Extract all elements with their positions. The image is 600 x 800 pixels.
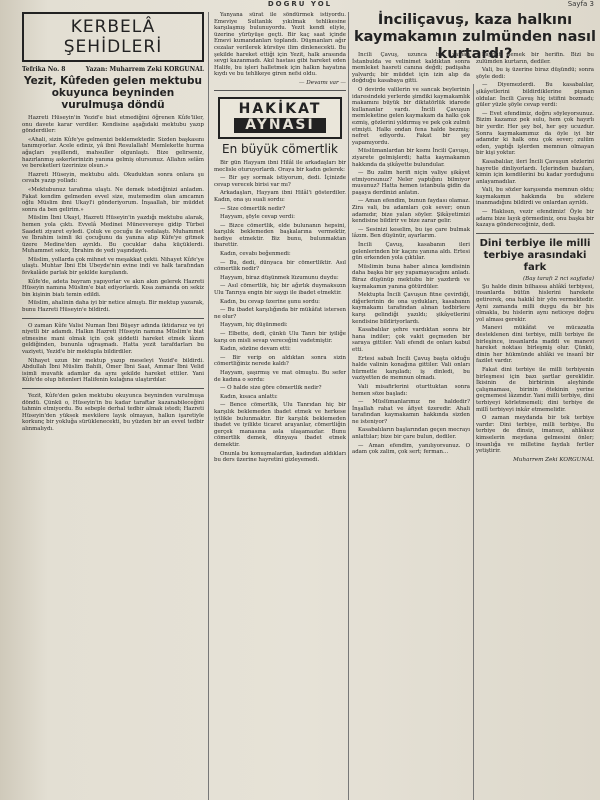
column-hakikat	[214, 12, 346, 800]
paragraph: Müslim İbni Ukayl, Hazreti Hüseyin'in yazdığı mektubu alarak, hemen yola çıktı. Evvelâ Medinei Münevvereye gidip Türbei Saadeti ziyaret eyledi. Çoluk ve çocuğu ile vedalaştı. Muhammet ve İbrahim isimli iki çocuğunu da yanına alıp Kûfe'ye gitmek üzere Medine'den ayrıldı. Bu çocuklar daha küçüklerdi. Muhammet sekiz, İbrahim de yedi yaşındaydı.	[22, 215, 204, 255]
paragraph: Ertesi sabah İncili Çavuş başta olduğu halde valinin konağına gittiler. Vali onları hürmetle karşıladı; iş dinledi, bu vaziyetten de memnun olmadı.	[352, 355, 470, 382]
paragraph: — O halde size göre cömertlik nedir?	[220, 385, 322, 392]
paragraph: Hayyam, şaşırmış ve mat olmuştu. Bu sefer de kadına o sordu:	[214, 369, 346, 383]
column-rule	[208, 12, 209, 800]
paragraph: Hayyam, biraz düşünmek lüzumunu duydu:	[220, 274, 339, 281]
column-rule	[348, 12, 349, 800]
paragraph: Müslümanlardan bir kısmı İncili Çavuşu, ziyarete gelmişlerdi; hatta kaymakamın hakkında da şikâyette bulundular.	[352, 148, 470, 168]
article-headline: Yezit, Kûfeden gelen mektubu okuyunca beyninden vurulmuşa döndü	[23, 75, 203, 111]
paragraph: O zaman Kûfe Valisi Numan İbni Büşeyr adında iktidarsız ve iyi niyetli bir adamdı. Halkın Hazreti Hüseyin namına Müslim'e biat etmesine mani olmak için çok şiddetli hareket etmek lâzım geldiğinden, bununla uğraşmadı. Hatta yezit tarafdarları bu vaziyeti, Yezid'e bir mektupla bildirdiler.	[22, 322, 204, 355]
paragraph: — Size cömertlik nedir?	[220, 205, 286, 212]
continued-note: — Devamı var —	[298, 79, 346, 86]
paragraph: — Evet efendimiz, doğru söyleyorsunuz. Bizim kazamız pek sulu, hem çok hayırlı bir yerdir. Her şey bol, her şey ucuzdur. Sonra kaymakamımız da öyle iyi bir adamdır ki halk onu çok sever; zulüm eden, yaptığı işlerden memnun olmayan bir kişi yoktur.	[476, 110, 594, 157]
paragraph: Yezit, Kûfe'den gelen mektubu okuyunca beyninden vurulmuşa döndü. Çünkü o, Hüseyin'in bu kadar taraftar kazanabileceğini tahmin etmiyordu. Bu sebeple derhal tedbir almak istedi; Hazreti Hüseyin'den yüksek mevkilere layık olmayan, halkın işaretiyle korkunç bir yokluğa sürüklenecekti, bu yüzden bir an evvel tedbir alınmalıydı.	[22, 392, 204, 432]
author-signature: Muharrem Zeki KORGUNAL	[513, 456, 594, 463]
paragraph: — Bu zalim herifi niçin valiye şikâyet etmiyorsunuz? Neler yaptığını bilmiyor musunuz? Hatta hemen istanbula gidin da paşaya derdinizi anlatın.	[352, 170, 470, 196]
divider	[22, 388, 204, 389]
column-rule	[473, 84, 474, 800]
paragraph: Bir gün Hayyam ibni Hilâl ile arkadaşları bir meclisle oturuyorlardı. Oraya bir kadın gelerek:	[214, 159, 346, 173]
paragraph: Kadın, cevabı beğenmedi:	[220, 251, 291, 258]
paragraph: — Elbette, dedi, çünkü Ulu Tanrı bir iyiliğe karşı on misli sevap vereceğini vadetmiştir.	[214, 331, 346, 344]
column-right	[476, 52, 594, 800]
paragraph: — Bu, dedi, dünyaca bir cömertliktir. Asıl cömertlik nedir?	[214, 259, 346, 273]
paragraph: Kûfe'de, adeta bayram yapıyorlar ve akın akın gelerek Hazreti Hüseyin namına Müslim'e biat ediyorlardı. Kısa zamanda on sekiz bin kişinin biatı temin edildi.	[22, 278, 204, 298]
paragraph: Nihayet uzun bir mektup yazıp meseleyi Yezid'e bildirdi. Abdullah İbni Müslim Bahili, Ömer İbni Saat, Ammar İbni Velid isimli muvafık adamlar da aynı şekilde hareket ettiler. Yani Kûfe'de olup bitenleri Halifenin kulağına ulaştırdılar.	[22, 357, 204, 384]
installment: Tefrika No. 8	[22, 66, 66, 73]
paragraph: O devirde valilerin ve sancak beylerinin idaresindeki yerlerde şimdiki kaymakamlık makamını büyük bir diktatörlük idarede kullananlar vardı. İncili Çavuşun memleketine gelen kaymakam da halkı çok ezmiş, gözlerini yıldırmış ve pek çok zulmü etmişti. Halkı ondan fena halde bezmiş; nefret ediyordu. Fakat bir şey yapamıyordu.	[352, 86, 470, 146]
paragraph: Kadın, kısaca anlattı:	[220, 393, 278, 400]
paragraph: Vali, bu iş üzerine biraz düşündü; sonra şöyle dedi:	[476, 67, 594, 80]
paragraph: Hazreti Hüseyin'in Yezid'e biat etmediğini öğrenen Kûfe'liler, onu davete karar verdiler. Kendisine aşağıdaki mektubu yazıp gönderdiler:	[22, 115, 204, 135]
paragraph: «Ahali, sizin Kûfe'ye gelmenizi beklemektedir. Sizden başkasını tanımıyorlar. Acele ediniz, yâ ibni Resulallah! Memlekette hurma ağaçları yeşillendi, mahsuller olgunlaştı. Bize gelirseniz, hazırlanmış askerlerinizin yanına gelmiş olursunuz. Allahın selâm ve bereketleri üzerinize olsun.»	[22, 136, 204, 170]
hakikat-aynasi-box	[218, 97, 342, 139]
paragraph: İncili Çavuş, uzunca bir zaman İstanbulda ve velinimet kaldıktan sonra memleket hasreti canına değdi; padişaha yalvardı; bir müddet için izin alıp da doğduğu kasabaya gitti.	[352, 52, 470, 85]
byline	[22, 66, 204, 73]
author: Yazan: Muharrem Zeki KORGUNAL	[85, 66, 204, 73]
paragraph: — Asıl cömertlik, hiç bir ağırlık duymaksızın Ulu Tanrıya engin bir saygı ile ibadet etmektir.	[214, 283, 346, 297]
article-headline: İnciliçavuş, kaza halkını kaymakamın zulmünden nasıl kurtardı?	[354, 12, 596, 62]
paragraph: — Bizce cömertlik, elde bulunanın hepsini, karşılık beklemeden başkalarına vermektir, hediye etmektir. Biz bunu, bulunmaktan ibarettir.	[214, 222, 346, 249]
paragraph: Manevi mükâfat ve mücazatla desteklenen dini terbiye, milli terbiye ile birleşince, insanlarda maddi ve manevi hareket noktası birleşmiş olur. Çünkü, dinin her hükmünde ahlâki ve insanî bir fazilet vardır.	[476, 325, 594, 365]
paragraph: — Diyemezlerdi. Bu kasabalılar, şikâyetlerini bildirdiklerine pişman oldular. İncili Çavuş hiç istifini bozmadı; güler yüzle şöyle cevap verdi:	[476, 82, 594, 109]
box-title-line1: HAKİKAT	[238, 100, 322, 117]
paragraph: Fakat dini terbiye ile milli terbiyenin birleşmesi için bazı şartlar gereklidir. İkisinin de birbirinin aleyhinde çalışmaması, birinin ötekinin yerine geçmemesi lâzımdır. Yani milli terbiye, dini terbiyeyi körletmemeli; dini terbiye de millî terbiyeyi inkâr etmemelidir.	[476, 366, 594, 413]
paragraph: Müslim, yollarda çok mihnet ve meşakkat çekti. Nihayet Kûfe'ye ulaştı. Muhtar İbni Ebi Ubeyde'nin evine indi ve halk tarafından fevkalâde parlak bir şekilde karşılandı.	[22, 256, 204, 277]
paragraph: Hayyam, şöyle cevap verdi:	[220, 214, 295, 221]
subhead: En büyük cömertlik	[222, 141, 338, 156]
masthead-page-mark: Sayfa 3	[567, 0, 594, 8]
paragraph: Müslimin buna haber alınca kendisinin daha başka bir şey yapamayacağını anladı. Biraz düşünüp mektubu bir yazdırdı ve kaymakamın yanına götürdüler.	[352, 263, 470, 290]
paragraph: O zaman meydanda bir tek terbiye vardır: Dini terbiye, milli terbiye. Bu terbiye de dinsiz, imansız, ahlâksız kimselerin meydana gelmesini önler; insanlığa ve milletine faydalı fertler yetiştirir.	[476, 415, 594, 455]
paragraph: Vali, bu sözler karşısında memnun oldu; kaymakamın hakkında bu sözlere inanmadığını bildirdi ve onlardan ayrıldı.	[476, 187, 594, 207]
paragraph: Kasabalıların başlarından geçen mecrayı anlattılar; bize bir çare bulun, dediler.	[352, 427, 470, 441]
paragraph: — Bu ibadet karşılığında bir mükâfat istersen ne olur?	[214, 307, 346, 320]
paragraph: Vali misafirlerini oturttuktan sonra hemen söze başladı:	[352, 383, 470, 397]
paragraph: — Haklısın, vezir efendimiz! Öyle bir adamı bize layık görmediniz, onu başka bir kazaya göndereceğiniz, dedi.	[476, 209, 594, 229]
paragraph: Şu halde dinin bilhassa ahlâkî terbiyesi, insanlarda bütün hislerini harekete getirerek, ona hakikî bir yön vermektedir. Ayni zamanda milli duygu da bir his olmakla, bu hislerin aynı neticeye doğru yol alması gerekir.	[476, 283, 594, 323]
paragraph: «Mektubunuz tarafıma ulaştı. Ne demek istediğinizi anladım. Fakat kendim gelmeden evvel size, mutemedim olan amcamın oğlu Müslim ibni Ukayl'i gönderiyorum. İnşaallah, bir müddet sonra da ben gelirim.»	[22, 186, 204, 213]
divider	[214, 90, 346, 91]
paragraph: — Bence cömertlik, Ulu Tanrıdan hiç bir karşılık beklemeden ibadet etmek ve herkese iyilikle bulunmaktır. Bir karşılık beklemeden ibadet ve iyilikte ticaret arayanlar, cömertliğin gerçek manasına asla ulaşamazlar. Bunu cömertlik demek, dünyaya ibadet etmek demektir.	[214, 402, 346, 448]
continued-from-note: (Baş tarafı 2 nci sayfada)	[522, 275, 594, 282]
paragraph: Kasabalılar, ileri İncili Çavuşun sözlerini hayretle dinliyorlardı. İçlerinden bazıları, kimin için kendilerini bu kadar yorduğunu anlayamadılar.	[476, 158, 594, 185]
box-title-line2: AYNASI	[234, 118, 326, 133]
paragraph: Kasabalılar şehre vardıktan sonra bir hana indiler; çok vakit geçmeden bir saraya gittiler. Vali efendi de onları kabul etti.	[352, 327, 470, 353]
paragraph: Onunla bu konuşmalardan, kadından aldıkları bu ders üzerine hayretini gizleyemedi.	[214, 450, 346, 464]
paragraph: Mektupta İncili Çavuşun fitne çevirdiği, diğerlerinin de ona uydukları, kasabanın kaymakamı tarafından alınan tedbirlere karşı gelindiği yazıldı; şikâyetlerini kendisine bildiriyorlardı.	[352, 292, 470, 325]
paragraph: — Müslümanlarımız ne haldedir? İnşallah rahat ve âfiyet üzeredir. Ahali tarafından kaymakamın hakkında sizden ne isteniyor?	[352, 399, 470, 425]
paragraph: Hazreti Hüseyin, mektubu aldı. Okuduktan sonra onlara şu cevabı yazıp yolladı:	[22, 171, 204, 185]
paragraph: — Bir verip on aldıktan sonra sizin cömertliğiniz nerede kaldı?	[214, 354, 346, 368]
paragraph: — Sesinizi keselim, bu işe çare bulmak lâzım. Ben düşünür, ayarlarım.	[352, 226, 470, 240]
paragraph: — Bir şey sormak istiyorum, dedi. İçinizde cevap verecek birisi var mı?	[214, 175, 346, 188]
masthead	[0, 0, 600, 10]
paragraph: Kadın, bu cevap üzerine şunu sordu:	[220, 298, 320, 305]
article-kerbela	[22, 12, 204, 800]
paragraph: Kadın, sözüne devam etti:	[220, 346, 291, 353]
divider	[22, 318, 204, 319]
masthead-paper: DOĞRU YOL	[267, 0, 333, 8]
series-title: KERBELÂ ŞEHİDLERİ	[22, 12, 204, 62]
paragraph: — Aman efendim, bunun faydası olamaz. Zira vali, bu adamları çok sever; onun adamıdır, bize yalan söyler. Şikâyetimizi kendisine bildirir ve bize zarar gelir.	[352, 198, 470, 225]
paragraph: haydut demek bir herifin. Bizi bu zulümden kurtarın, dediler.	[476, 52, 594, 65]
paragraph: — Aman efendim, yanılıyorsunuz. O adam çok zalim, çok sert; ferman...	[352, 442, 470, 456]
article-headline: Dini terbiye ile milli terbiye arasındaki fark	[479, 237, 591, 273]
paragraph: Müslim, ahalinin daha iyi bir netice almıştı. Bir mektup yazarak, bunu Hazreti Hüseyin'e bildirdi.	[22, 300, 204, 314]
paragraph: Hayyam, hiç düşünmedi:	[220, 322, 288, 329]
article-incilicavus	[352, 52, 470, 800]
paragraph: Arkadaşları, Hayyam ibni Hilâl'i gösterdiler. Kadın, ona şu suali sordu:	[214, 190, 346, 203]
paragraph: İncili Çavuş, kasabanın ileri gelenlerinden bir kaçını yanına aldı. Ertesi gün erkenden yola çıktılar.	[352, 242, 470, 262]
paragraph: Yanyana sürat ile söndürmek istiyordu. Emeviye Sultanlık yıkılmak tehlikesine karşılaşmış bulunuyordu. Yezit kendi eliyle, üzerine yürüyüşe geçti. Bir kaç saat içinde Emevi kumandanları toplandı. Düşmanları ağır cezalar verilerek kürsüye ilim dinlenecekti. Bu şekilde hareket ettiği için Yezit, halk arasında sevgi kazanmadı. Akıl hastası gibi hareket eden Halife, bu işleri halletmek için halkın hayatına kıydı ve bu tehlikeye giren nefsi oldu.	[214, 12, 346, 78]
divider	[476, 233, 594, 234]
